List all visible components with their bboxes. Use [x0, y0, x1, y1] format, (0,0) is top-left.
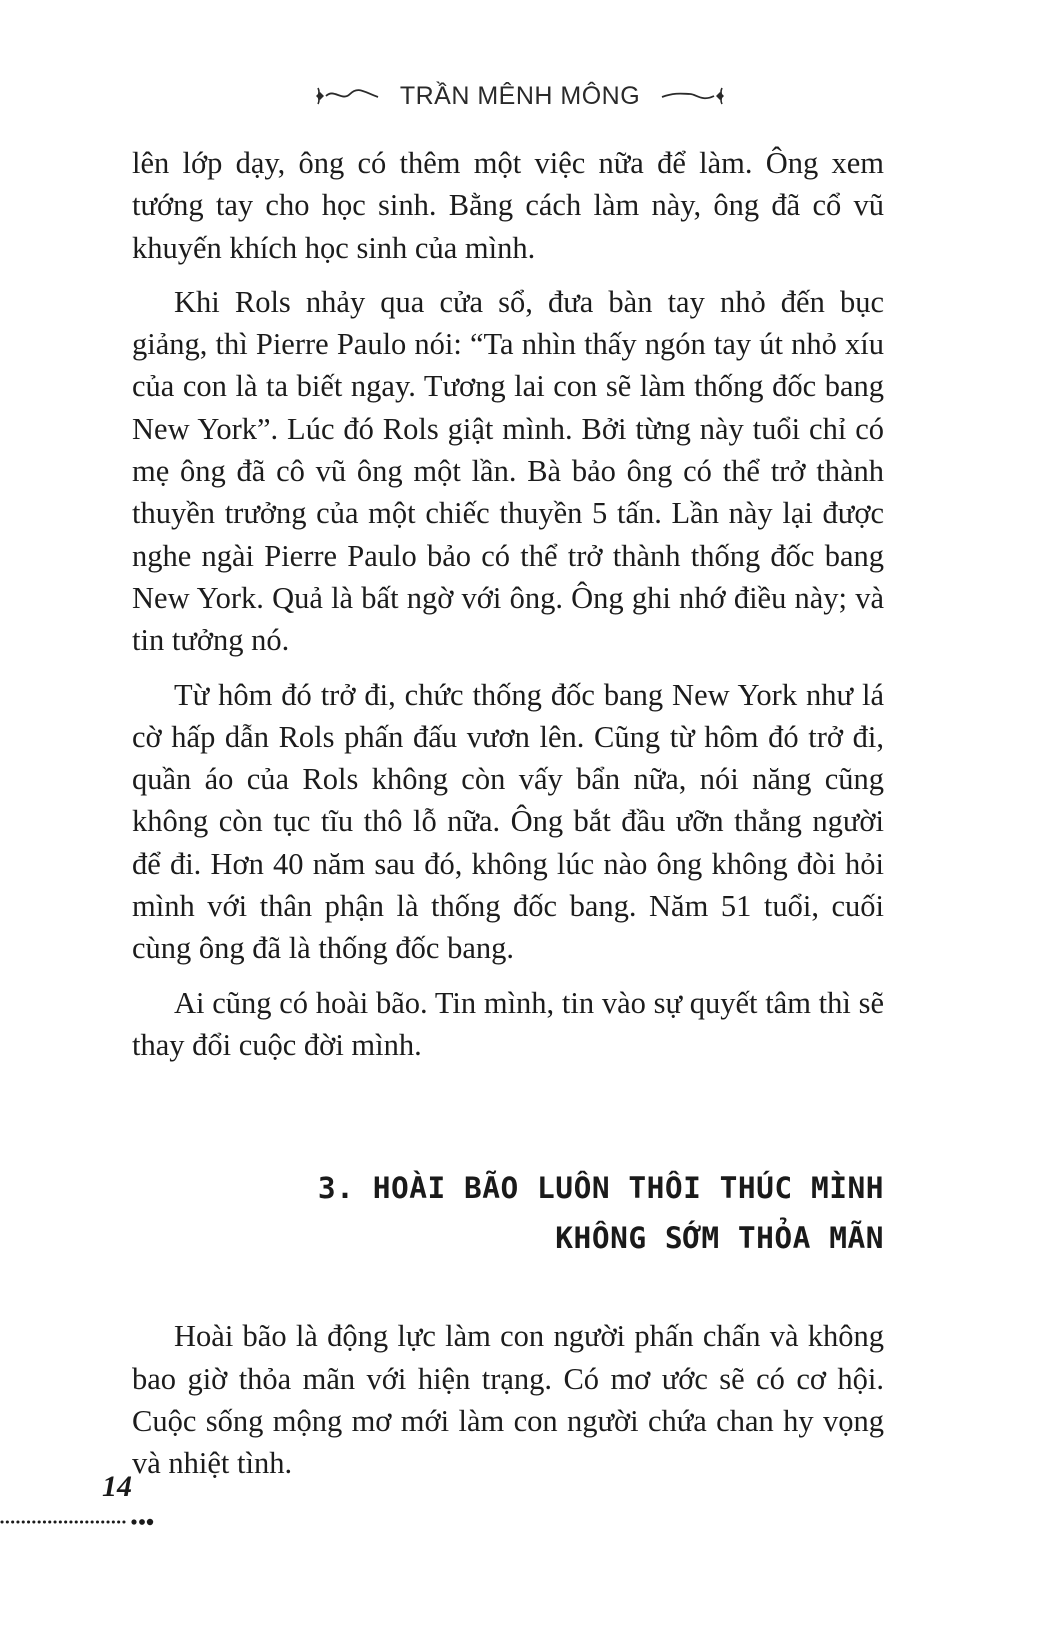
- section-heading-line-1: 3. HOÀI BÃO LUÔN THÔI THÚC MÌNH: [317, 1171, 884, 1206]
- paragraph-conclusion: Ai cũng có hoài bão. Tin mình, tin vào sự quyết tâm thì sẽ thay đổi cuộc đời mình.: [132, 985, 884, 1062]
- paragraph-continued: lên lớp dạy, ông có thêm một việc nữa để làm. Ông xem tướng tay cho học sinh. Bằng cách làm này, ông đã cổ vũ khuyến khích học sinh của mình.: [132, 146, 884, 265]
- paragraph-rols-palm-reading: Khi Rols nhảy qua cửa sổ, đưa bàn tay nhỏ đến bục giảng, thì Pierre Paulo nói: “Ta nhìn thấy ngón tay út nhỏ xíu của con là ta biết ngay. Tương lai con sẽ làm thống đốc bang New York”. Lúc đó Rols giật mình. Bởi từng này tuổi chỉ có mẹ ông đã cô vũ ông một lần. Bà bảo ông có thể trở thành thuyền trưởng của một chiếc thuyền 5 tấn. Lần này lại được nghe ngài Pierre Paulo bảo có thể trở thành thống đốc bang New York. Quả là bất ngờ với ông. Ông ghi nhớ điều này; và tin tưởng nó.: [132, 284, 884, 658]
- section-body: [132, 1315, 884, 1484]
- section-heading: [132, 1163, 884, 1263]
- dotted-rule-icon: [0, 1518, 156, 1526]
- running-header: [0, 76, 1040, 116]
- page-number: 14: [102, 1470, 132, 1503]
- running-header-title: TRẦN MÊNH MÔNG: [399, 81, 641, 110]
- section-heading-line-2: KHÔNG SỚM THỎA MÃN: [555, 1221, 884, 1256]
- page-body: [132, 142, 884, 1496]
- left-flourish-icon: [312, 82, 382, 110]
- page-footer: [0, 1470, 200, 1530]
- right-flourish-icon: [658, 82, 728, 110]
- paragraph-rols-striving: Từ hôm đó trở đi, chức thống đốc bang New York như lá cờ hấp dẫn Rols phấn đấu vươn lên. Cũng từ hôm đó trở đi, quần áo của Rols không còn vấy bẩn nữa, nói năng cũng không còn tục tĩu thô lỗ nữa. Ông bắt đầu ưỡn thẳng người để đi. Hơn 40 năm sau đó, không lúc nào ông không đòi hỏi mình với thân phận là thống đốc bang. Năm 51 tuổi, cuối cùng ông đã là thống đốc bang.: [132, 677, 884, 966]
- section-paragraph: Hoài bão là động lực làm con người phấn chấn và không bao giờ thỏa mãn với hiện trạng. Có mơ ước sẽ có cơ hội. Cuộc sống mộng mơ mới làm con người chứa chan hy vọng và nhiệt tình.: [132, 1319, 884, 1481]
